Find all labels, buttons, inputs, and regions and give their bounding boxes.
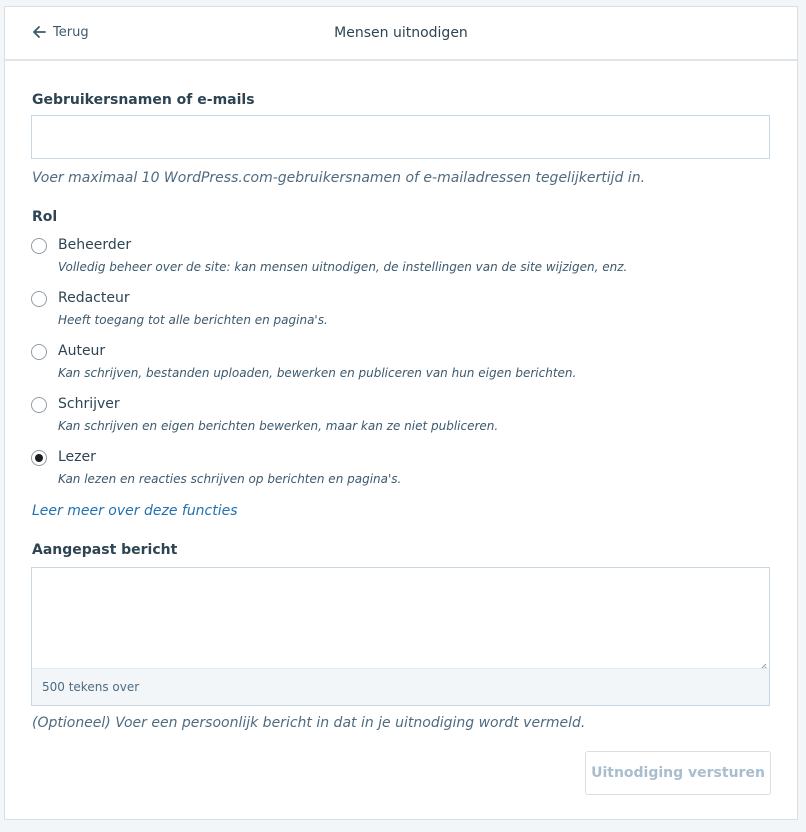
usernames-label: Gebruikersnamen of e-mails — [32, 92, 255, 108]
message-footer — [32, 668, 769, 705]
role-option-label: Beheerder — [58, 237, 132, 253]
usernames-input[interactable] — [31, 115, 770, 159]
role-radio-auteur[interactable] — [31, 344, 47, 360]
message-label: Aangepast bericht — [32, 542, 178, 558]
role-option-label: Lezer — [58, 449, 96, 465]
role-option-description: Kan schrijven en eigen berichten bewerken, maar kan ze niet publiceren. — [58, 419, 499, 433]
usernames-help: Voer maximaal 10 WordPress.com-gebruikersnamen of e-mailadressen tegelijkertijd in. — [32, 170, 646, 186]
role-radio-redacteur[interactable] — [31, 291, 47, 307]
message-help: (Optioneel) Voer een persoonlijk bericht in dat in je uitnodiging wordt vermeld. — [32, 715, 586, 731]
page-title: Mensen uitnodigen — [334, 25, 468, 41]
role-option-label: Schrijver — [58, 396, 120, 412]
invite-card — [4, 6, 798, 820]
role-option-description: Kan schrijven, bestanden uploaden, bewerken en publiceren van hun eigen berichten. — [58, 366, 577, 380]
role-option-label: Redacteur — [58, 290, 130, 306]
role-label: Rol — [32, 209, 58, 225]
message-textarea[interactable] — [31, 567, 770, 706]
role-option-description: Volledig beheer over de site: kan mensen uitnodigen, de instellingen van de site wijzigen, enz. — [58, 260, 628, 274]
role-radio-beheerder[interactable] — [31, 238, 47, 254]
role-option-label: Auteur — [58, 343, 106, 359]
resize-handle-icon[interactable] — [757, 656, 767, 666]
role-radio-lezer[interactable] — [31, 450, 47, 466]
header-bar — [5, 7, 797, 61]
role-radio-schrijver[interactable] — [31, 397, 47, 413]
send-invitation-button[interactable]: Uitnodiging versturen — [585, 751, 771, 795]
role-option-description: Kan lezen en reacties schrijven op berichten en pagina's. — [58, 472, 402, 486]
char-count: 500 tekens over — [42, 680, 140, 694]
learn-more-link[interactable]: Leer meer over deze functies — [32, 503, 238, 519]
back-label: Terug — [53, 24, 89, 40]
role-option-description: Heeft toegang tot alle berichten en pagina's. — [58, 313, 328, 327]
